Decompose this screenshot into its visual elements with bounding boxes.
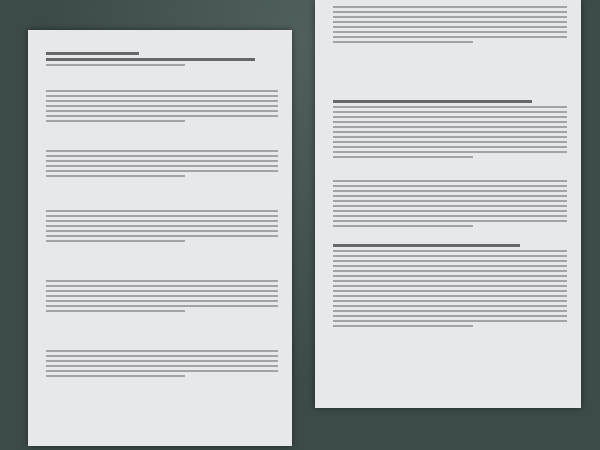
sheet-left-body-text (46, 150, 278, 180)
exhibit-sheet-right (315, 0, 581, 408)
sheet-right-body-text (333, 6, 567, 46)
sheet-right-body-text (333, 100, 567, 161)
sheet-right-body-text (333, 180, 567, 230)
sheet-left-body-text (46, 350, 278, 380)
sheet-left-body-text (46, 280, 278, 315)
sheet-left-body-text (46, 210, 278, 245)
sheet-left-text-block (46, 52, 278, 69)
sheet-right-body-text (333, 244, 567, 330)
exhibit-sheet-left (28, 30, 292, 446)
sheet-left-body-text (46, 90, 278, 125)
